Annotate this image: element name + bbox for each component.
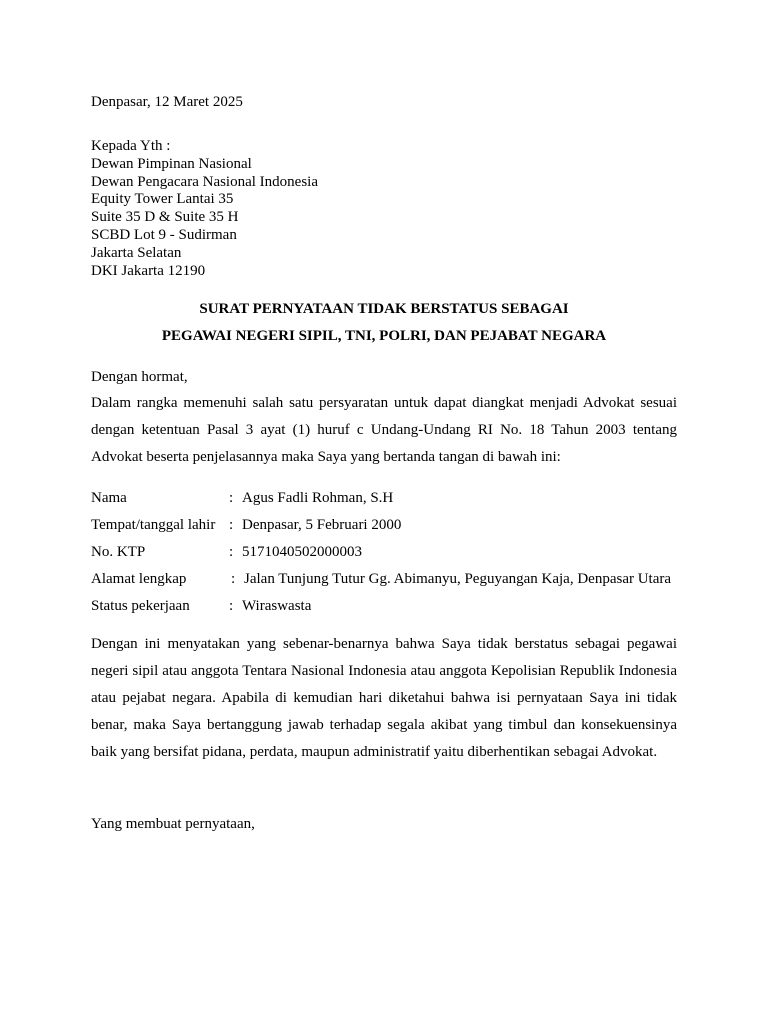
identity-row-alamat (91, 566, 691, 593)
identity-value: Wiraswasta (242, 598, 312, 614)
recipient-line: Dewan Pengacara Nasional Indonesia (91, 173, 318, 190)
identity-row-nama (91, 485, 691, 512)
recipient-line: Jakarta Selatan (91, 244, 182, 261)
identity-value: 5171040502000003 (242, 544, 362, 560)
document-title (91, 296, 677, 350)
letter-date: Denpasar, 12 Maret 2025 (91, 94, 243, 110)
recipient-line: DKI Jakarta 12190 (91, 262, 206, 279)
identity-table (91, 485, 691, 620)
identity-colon: : (229, 598, 234, 614)
identity-colon: : (229, 517, 234, 533)
identity-row-status (91, 593, 691, 620)
recipient-greeting: Kepada Yth : (91, 138, 171, 154)
identity-label: Nama (91, 490, 127, 506)
identity-value: Jalan Tunjung Tutur Gg. Abimanyu, Peguyangan Kaja, Denpasar Utara (244, 571, 672, 587)
recipient-address-block (91, 138, 318, 280)
document-title-line-1: SURAT PERNYATAAN TIDAK BERSTATUS SEBAGAI (199, 301, 569, 317)
identity-colon: : (231, 571, 236, 587)
identity-label: Alamat lengkap (91, 571, 187, 587)
closing-line: Yang membuat pernyataan, (91, 816, 255, 832)
document-title-line-2: PEGAWAI NEGERI SIPIL, TNI, POLRI, DAN PEJABAT NEGARA (161, 328, 607, 344)
identity-row-ktp (91, 539, 691, 566)
salutation: Dengan hormat, (91, 369, 188, 385)
statement-paragraph: Dengan ini menyatakan yang sebenar-benarnya bahwa Saya tidak berstatus sebagai pegawai negeri sipil atau anggota Tentara Nasional Indonesia atau anggota Kepolisian Republik Indonesia atau pejabat negara. Apabila di kemudian hari diketahui bahwa isi pernyataan Saya ini tidak benar, maka Saya bertanggung jawab terhadap segala akibat yang timbul dan konsekuensinya baik yang bersifat pidana, perdata, maupun administratif yaitu diberhentikan sebagai Advokat. (91, 636, 677, 760)
identity-label: No. KTP (91, 544, 146, 560)
identity-label: Tempat/tanggal lahir (91, 517, 216, 533)
identity-value: Agus Fadli Rohman, S.H (242, 490, 394, 506)
recipient-line: SCBD Lot 9 - Sudirman (91, 226, 237, 243)
recipient-line: Dewan Pimpinan Nasional (91, 155, 252, 172)
intro-paragraph: Dalam rangka memenuhi salah satu persyaratan untuk dapat diangkat menjadi Advokat sesuai dengan ketentuan Pasal 3 ayat (1) huruf c Undang-Undang RI No. 18 Tahun 2003 tentang Advokat beserta penjelasannya maka Saya yang bertanda tangan di bawah ini: (91, 395, 677, 465)
identity-colon: : (229, 490, 234, 506)
identity-colon: : (229, 544, 234, 560)
identity-row-ttl (91, 512, 691, 539)
identity-label: Status pekerjaan (91, 598, 190, 614)
identity-value: Denpasar, 5 Februari 2000 (242, 517, 402, 533)
recipient-line: Suite 35 D & Suite 35 H (91, 209, 239, 226)
recipient-line: Equity Tower Lantai 35 (91, 191, 234, 208)
